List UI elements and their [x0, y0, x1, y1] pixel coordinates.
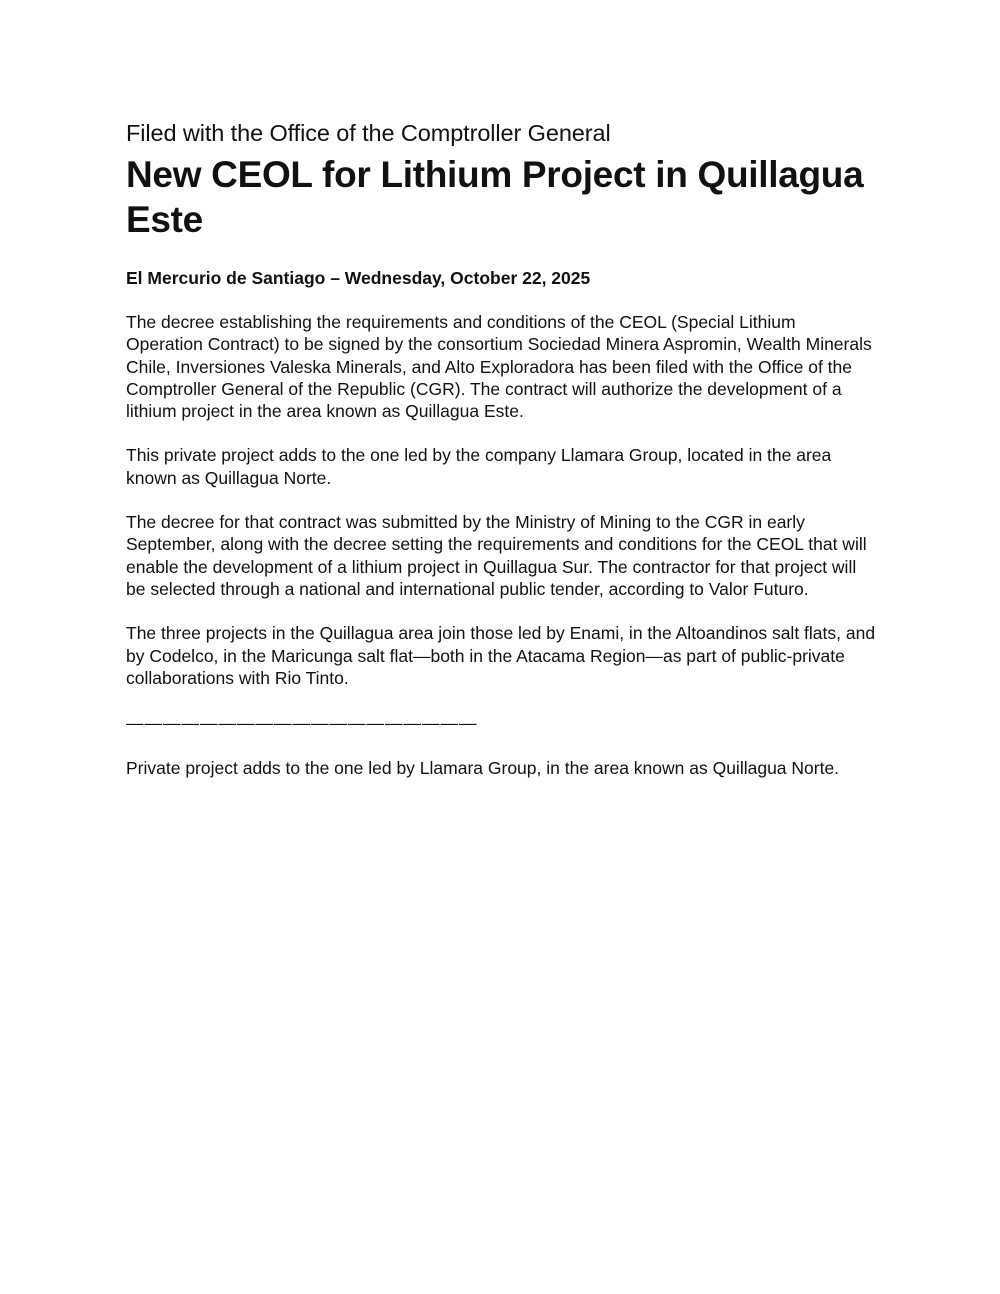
- footnote: Private project adds to the one led by Llamara Group, in the area known as Quillagua Norte.: [126, 758, 840, 779]
- byline: El Mercurio de Santiago – Wednesday, October 22, 2025: [126, 268, 591, 288]
- divider: ———————————————————: [126, 713, 478, 734]
- paragraph: The decree establishing the requirements and conditions of the CEOL (Special Lithium Operation Contract) to be signed by the consortium Sociedad Minera Aspromin, Wealth Minerals Chile, Inversiones Valeska Minerals, and Alto Exploradora has been filed with the Office of the Comptroller General of the Republic (CGR). The contract will authorize the development of a lithium project in the area known as Quillagua Este.: [126, 312, 872, 422]
- paragraph: This private project adds to the one led by the company Llamara Group, located in the area known as Quillagua Norte.: [126, 445, 832, 488]
- document-page: [126, 118, 876, 779]
- paragraph: The three projects in the Quillagua area join those led by Enami, in the Altoandinos salt flats, and by Codelco, in the Maricunga salt flat—both in the Atacama Region—as part of public-private collaborations with Rio Tinto.: [126, 623, 876, 688]
- headline: New CEOL for Lithium Project in Quillagua Este: [126, 154, 864, 240]
- paragraph: The decree for that contract was submitted by the Ministry of Mining to the CGR in early September, along with the decree setting the requirements and conditions for the CEOL that will enable the development of a lithium project in Quillagua Sur. The contractor for that project will be selected through a national and international public tender, according to Valor Futuro.: [126, 512, 867, 599]
- kicker: Filed with the Office of the Comptroller General: [126, 120, 611, 146]
